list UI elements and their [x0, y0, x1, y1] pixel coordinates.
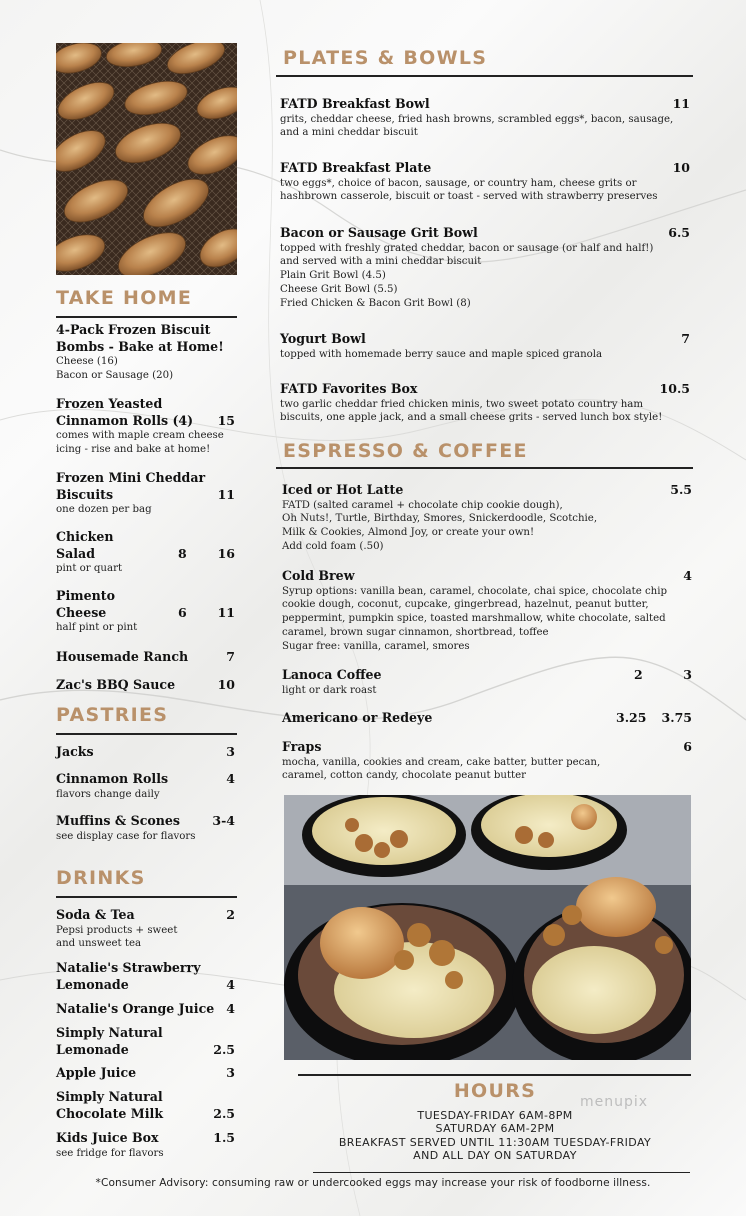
menu-item: [282, 568, 692, 653]
item-name: Chocolate Milk: [56, 1105, 164, 1121]
item-price: 7: [226, 649, 235, 664]
item-desc: Pepsi products + sweet: [56, 924, 178, 936]
food-bowls-photo: [284, 795, 691, 1060]
item-desc: Sugar free: vanilla, caramel, smores: [282, 640, 470, 652]
item-name: Yogurt Bowl: [280, 331, 366, 346]
espresso-divider: [276, 467, 693, 469]
hours-breakfast: BREAKFAST SERVED UNTIL 11:30AM TUESDAY-FRIDAY: [338, 1135, 652, 1149]
item-price: 2.5: [213, 1106, 235, 1121]
item-name: FATD Breakfast Bowl: [280, 96, 430, 111]
item-name: Lemonade: [56, 1041, 129, 1057]
pastries-divider: [56, 733, 237, 735]
item-desc: one dozen per bag: [56, 504, 152, 515]
item-desc: Oh Nuts!, Turtle, Birthday, Smores, Snickerdoodle, Scotchie,: [282, 513, 598, 525]
item-price: 11: [672, 96, 690, 111]
item-name: Lemonade: [56, 976, 129, 992]
drink-item: [56, 1089, 237, 1122]
item-name: FATD Favorites Box: [280, 381, 418, 396]
hours-breakfast-saturday: AND ALL DAY ON SATURDAY: [413, 1148, 577, 1162]
hours-weekday: TUESDAY-FRIDAY 6AM-8PM: [417, 1109, 573, 1122]
item-price: 3: [226, 1065, 235, 1080]
watermark: menupix: [580, 1094, 649, 1110]
hours-saturday: SATURDAY 6AM-2PM: [435, 1122, 555, 1136]
menu-item: [282, 482, 692, 554]
item-desc: and a mini cheddar biscuit: [280, 127, 418, 139]
take-home-heading: TAKE HOME: [56, 287, 193, 309]
item-name: Natalie's Orange Juice: [56, 1001, 215, 1016]
item-name: Biscuits: [56, 486, 114, 502]
drinks-divider: [56, 896, 237, 898]
take-home-item: [56, 470, 237, 517]
item-desc: grits, cheddar cheese, fried hash browns, scrambled eggs*, bacon, sausage,: [280, 113, 674, 125]
item-desc: Bacon or Sausage (20): [56, 369, 174, 381]
item-price: 4: [683, 568, 692, 583]
espresso-heading: ESPRESSO & COFFEE: [283, 440, 528, 462]
item-name: Natalie's Strawberry: [56, 960, 201, 975]
consumer-advisory: *Consumer Advisory: consuming raw or undercooked eggs may increase your risk of foodborne illness.: [95, 1177, 651, 1189]
item-desc: cookie dough, coconut, cupcake, gingerbread, hazelnut, peanut butter,: [282, 599, 649, 611]
item-name: Cold Brew: [282, 568, 355, 583]
menu-item: [282, 667, 692, 697]
take-home-item: [56, 677, 237, 694]
item-price: 6: [178, 605, 187, 620]
hours-top-rule: [298, 1074, 691, 1076]
item-price: 4: [226, 977, 235, 992]
item-price: 2: [226, 907, 235, 922]
pastry-item: [56, 813, 237, 843]
item-name: Cinnamon Rolls: [56, 771, 169, 786]
item-desc: mocha, vanilla, cookies and cream, cake batter, butter pecan,: [282, 756, 601, 768]
drink-item: [56, 1065, 237, 1082]
item-price: 7: [681, 331, 690, 346]
item-price: 4: [226, 771, 235, 786]
item-desc: topped with homemade berry sauce and maple spiced granola: [280, 348, 603, 360]
pastry-item: [56, 744, 237, 761]
item-price: 6.5: [668, 225, 690, 240]
item-price-large: 16: [217, 546, 235, 561]
item-desc: comes with maple cream cheese: [56, 430, 224, 441]
menu-item: [280, 331, 690, 361]
item-desc: flavors change daily: [56, 788, 160, 800]
drink-item: [56, 1025, 237, 1058]
item-name: Pimento: [56, 588, 115, 603]
item-desc: Milk & Cookies, Almond Joy, or create your own!: [282, 527, 535, 539]
item-name: Simply Natural: [56, 1025, 163, 1040]
item-price: 10: [217, 677, 235, 692]
take-home-item: [56, 529, 237, 576]
take-home-divider: [56, 316, 237, 318]
item-price-large: 11: [217, 605, 235, 620]
item-desc: peppermint, pumpkin spice, toasted marshmallow, white chocolate, salted: [282, 613, 666, 625]
item-price: 1.5: [213, 1130, 235, 1145]
breakfast-bowls-illustration: [284, 795, 691, 1060]
menu-item: [280, 160, 690, 204]
item-price: 10.5: [659, 381, 690, 396]
menu-item: [280, 381, 690, 425]
item-desc: Syrup options: vanilla bean, caramel, chocolate, chai spice, chocolate chip: [282, 585, 668, 597]
item-desc: Cheese Grit Bowl (5.5): [280, 283, 398, 295]
item-desc: Cheese (16): [56, 356, 118, 367]
item-price: 8: [178, 546, 187, 561]
item-price: 2: [634, 667, 643, 682]
menu-item: [282, 710, 692, 727]
hours-block: [300, 1109, 690, 1162]
item-desc: topped with freshly grated cheddar, bacon or sausage (or half and half!): [280, 242, 654, 254]
item-desc: two garlic cheddar fried chicken minis, two sweet potato country ham: [280, 398, 644, 410]
item-price: 10: [672, 160, 690, 175]
item-name: Bombs - Bake at Home!: [56, 338, 224, 354]
item-price: 15: [217, 413, 235, 428]
item-name: Salad: [56, 545, 96, 561]
pastry-photo: [56, 43, 237, 275]
item-desc: light or dark roast: [282, 684, 377, 696]
item-price: 6: [683, 739, 692, 754]
item-name: Kids Juice Box: [56, 1130, 159, 1145]
item-desc: biscuits, one apple jack, and a small cheese grits - served lunch box style!: [280, 412, 663, 424]
item-desc: see display case for flavors: [56, 830, 196, 842]
item-desc: icing - rise and bake at home!: [56, 443, 211, 455]
drink-item: [56, 1001, 237, 1018]
item-name: Bacon or Sausage Grit Bowl: [280, 225, 478, 240]
item-desc: caramel, brown sugar cinnamon, shortbread, toffee: [282, 626, 549, 638]
item-price-large: 3: [683, 667, 692, 682]
item-price-large: 3.75: [661, 710, 692, 725]
item-desc: and served with a mini cheddar biscuit: [280, 256, 482, 268]
item-name: Housemade Ranch: [56, 649, 189, 664]
menu-item: [280, 96, 690, 140]
take-home-item: [56, 322, 237, 383]
item-desc: two eggs*, choice of bacon, sausage, or country ham, cheese grits or: [280, 177, 637, 189]
item-price: 11: [217, 487, 235, 502]
item-price: 3: [226, 744, 235, 759]
item-desc: Fried Chicken & Bacon Grit Bowl (8): [280, 297, 471, 309]
item-name: Simply Natural: [56, 1089, 163, 1104]
item-desc: and unsweet tea: [56, 938, 142, 950]
item-name: Zac's BBQ Sauce: [56, 677, 176, 692]
item-desc: pint or quart: [56, 563, 123, 574]
menu-item: [282, 739, 692, 783]
glazed-pastries-illustration: [56, 43, 237, 275]
item-price: 2.5: [213, 1042, 235, 1057]
drink-item: [56, 960, 237, 993]
item-price: 4: [226, 1001, 235, 1016]
item-name: Cheese: [56, 604, 107, 620]
item-desc: FATD (salted caramel + chocolate chip cookie dough),: [282, 499, 563, 511]
item-name: Lanoca Coffee: [282, 667, 382, 682]
item-name: Frozen Mini Cheddar: [56, 470, 206, 485]
item-price: 3.25: [616, 710, 647, 725]
item-desc: see fridge for flavors: [56, 1147, 164, 1159]
hours-heading: HOURS: [453, 1080, 537, 1102]
item-name: Apple Juice: [56, 1065, 137, 1080]
item-desc: Plain Grit Bowl (4.5): [280, 270, 386, 282]
item-desc: caramel, cotton candy, chocolate peanut butter: [282, 770, 527, 782]
item-name: Muffins & Scones: [56, 813, 181, 828]
item-name: Frozen Yeasted: [56, 396, 163, 411]
hours-bottom-rule: [313, 1172, 690, 1173]
item-desc: half pint or pint: [56, 622, 138, 633]
item-desc: Add cold foam (.50): [282, 540, 384, 552]
item-desc: hashbrown casserole, biscuit or toast - served with strawberry preserves: [280, 191, 658, 203]
drink-item: [56, 907, 237, 951]
item-price: 5.5: [670, 482, 692, 497]
take-home-item: [56, 396, 237, 457]
item-name: Soda & Tea: [56, 907, 135, 922]
item-name: Fraps: [282, 739, 322, 754]
drink-item: [56, 1130, 237, 1160]
drinks-heading: DRINKS: [56, 867, 146, 889]
item-name: Cinnamon Rolls (4): [56, 412, 194, 428]
pastries-heading: PASTRIES: [56, 704, 169, 726]
menu-item: [280, 225, 690, 310]
item-name: 4-Pack Frozen Biscuit: [56, 322, 211, 337]
item-name: Iced or Hot Latte: [282, 482, 404, 497]
pastry-item: [56, 771, 237, 801]
plates-bowls-heading: PLATES & BOWLS: [283, 47, 488, 69]
item-price: 3-4: [212, 813, 235, 828]
take-home-item: [56, 588, 237, 635]
item-name: FATD Breakfast Plate: [280, 160, 432, 175]
take-home-item: [56, 649, 237, 666]
item-name: Chicken: [56, 529, 114, 544]
plates-bowls-divider: [276, 75, 693, 77]
item-name: Americano or Redeye: [282, 710, 433, 725]
item-name: Jacks: [56, 744, 94, 759]
